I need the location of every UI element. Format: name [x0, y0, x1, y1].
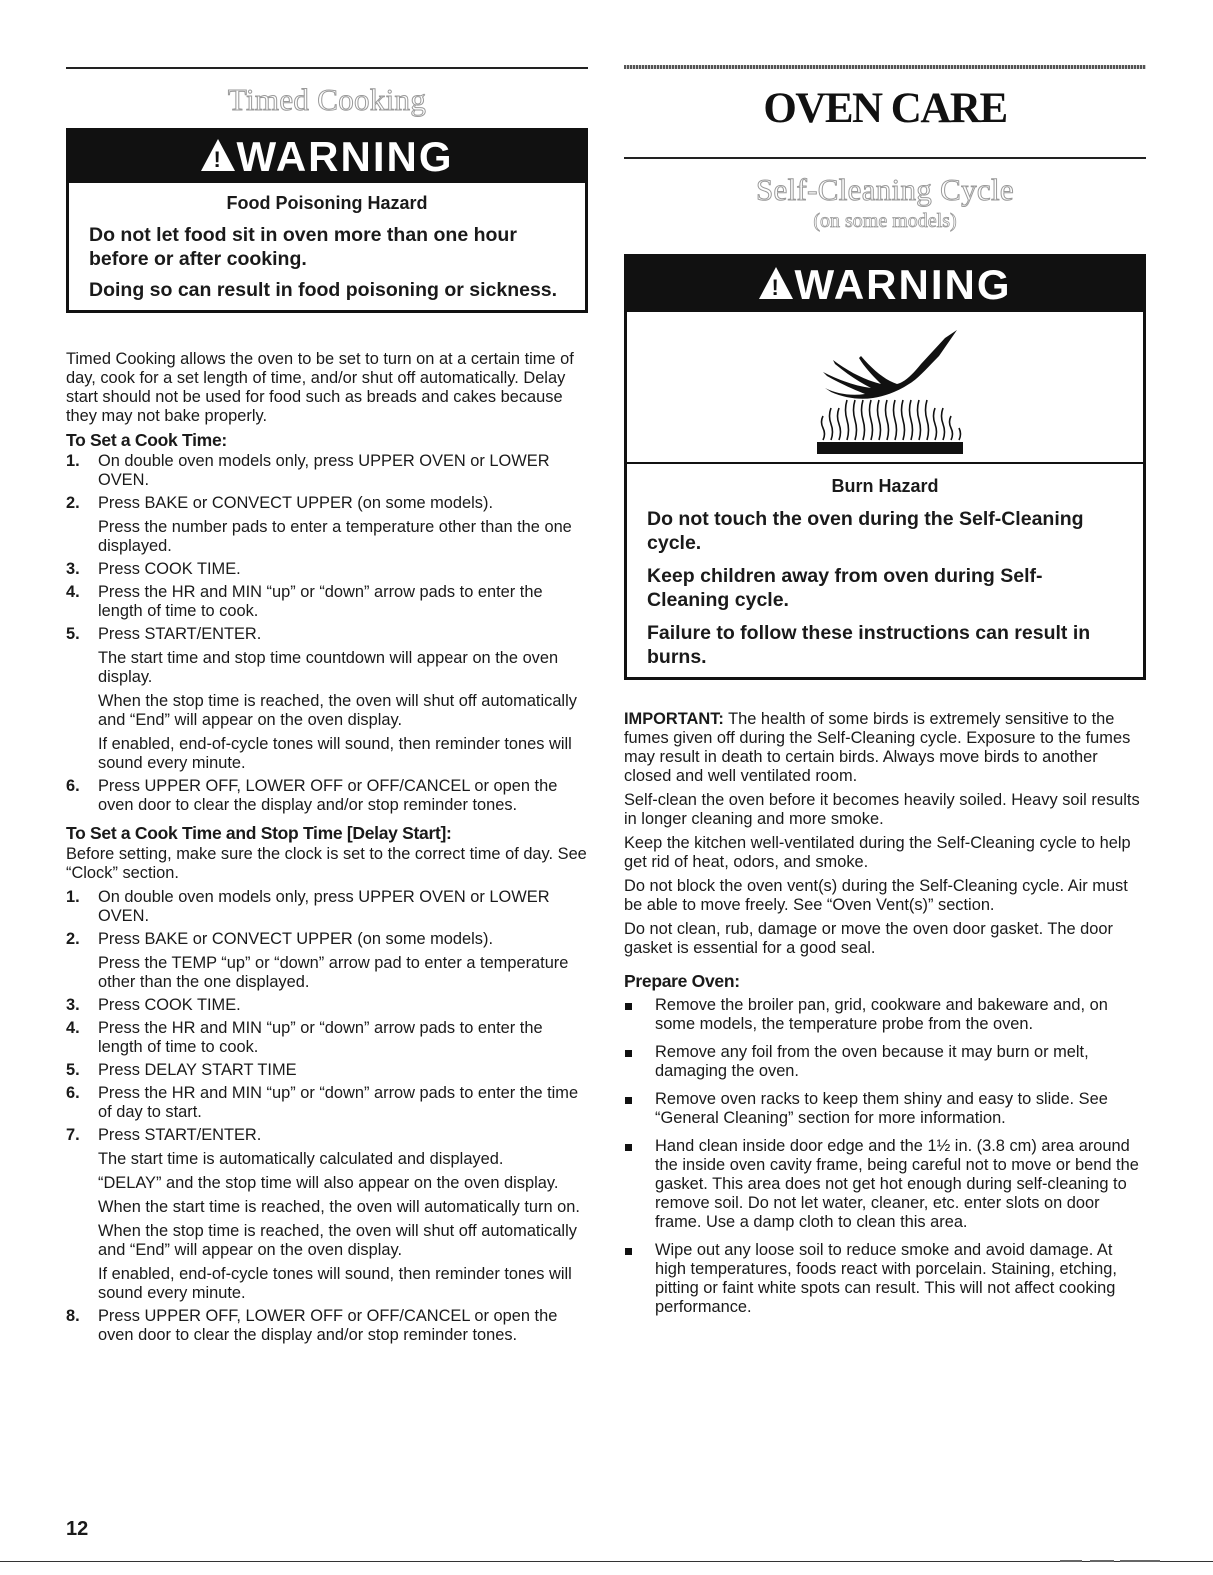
section-title-self-cleaning: Self-Cleaning Cycle: [756, 172, 1014, 207]
footer-mark: [1060, 1560, 1082, 1562]
heading-rule: [624, 157, 1146, 159]
burn-illustration: [627, 312, 1143, 464]
step-number: 2.: [66, 930, 80, 948]
intro-paragraph: Timed Cooking allows the oven to be set to turn on at a certain time of day, cook for a set length of time, and/or shut off automatically. Delay start should not be used for food such as breads and cakes because they may not bake properly.: [66, 350, 574, 425]
step-note: If enabled, end-of-cycle tones will sound, then reminder tones will sound every minute.: [98, 1265, 572, 1302]
warning-box-burn: [624, 254, 1146, 680]
warning-line: Do not let food sit in oven more than one hour before or after cooking.: [89, 224, 517, 270]
step-item: [66, 1307, 588, 1345]
step-text: Press COOK TIME.: [98, 996, 241, 1014]
step-item: [66, 560, 588, 579]
step-number: 4.: [66, 1019, 80, 1037]
step-text: Press START/ENTER.: [98, 625, 262, 643]
care-paragraph: [624, 791, 1146, 829]
prepare-bullet: Wipe out any loose soil to reduce smoke and avoid damage. At high temperatures, foods react with porcelain. Staining, etching, pitting or faint white spots can result. This will not affect cooking performance.: [624, 1241, 1146, 1317]
step-number: 8.: [66, 1307, 80, 1325]
warning-line: Doing so can result in food poisoning or sickness.: [89, 279, 558, 301]
step-note: When the start time is reached, the oven will automatically turn on.: [98, 1198, 580, 1216]
step-number: 1.: [66, 452, 80, 470]
prepare-oven-heading: Prepare Oven:: [624, 971, 740, 991]
step-item: [66, 583, 588, 621]
delay-start-steps: [66, 888, 588, 1345]
prepare-bullet: Remove oven racks to keep them shiny and easy to slide. See “General Cleaning” section for more information.: [624, 1090, 1146, 1128]
step-number: 6.: [66, 1084, 80, 1102]
page-number: 12: [66, 1518, 89, 1540]
step-number: 7.: [66, 1126, 80, 1144]
step-number: 2.: [66, 494, 80, 512]
footer-mark: [1090, 1560, 1114, 1562]
step-item: [66, 996, 588, 1015]
warning-label: WARNING: [236, 133, 454, 180]
step-note: Press the number pads to enter a temperature other than the one displayed.: [98, 518, 572, 555]
footer-mark: [1120, 1560, 1160, 1562]
paragraph-lead: IMPORTANT:: [624, 710, 724, 728]
step-note: The start time and stop time countdown will appear on the oven display.: [98, 649, 559, 686]
delay-intro: Before setting, make sure the clock is set to the correct time of day. See “Clock” section.: [66, 845, 587, 882]
step-item: [66, 625, 588, 773]
warning-label: WARNING: [794, 260, 1012, 308]
hazard-title: Food Poisoning Hazard: [226, 193, 428, 213]
step-number: 4.: [66, 583, 80, 601]
step-text: Press BAKE or CONVECT UPPER (on some models).: [98, 494, 494, 512]
self-cleaning-body: [624, 710, 1146, 1326]
step-note: Press the TEMP “up” or “down” arrow pad to enter a temperature other than the one displayed.: [98, 954, 569, 991]
step-text: Press the HR and MIN “up” or “down” arrow pads to enter the length of time to cook.: [98, 583, 543, 620]
step-note: “DELAY” and the stop time will also appear on the oven display.: [98, 1174, 559, 1192]
cook-time-heading: To Set a Cook Time:: [66, 430, 227, 450]
step-item: [66, 1084, 588, 1122]
paragraph-text: Do not block the oven vent(s) during the Self-Cleaning cycle. Air must be able to move freely. See “Oven Vent(s)” section.: [624, 877, 1128, 914]
step-item: [66, 930, 588, 992]
step-number: 1.: [66, 888, 80, 906]
step-text: Press UPPER OFF, LOWER OFF or OFF/CANCEL or open the oven door to clear the display and/or stop reminder tones.: [98, 777, 558, 814]
care-paragraph: [624, 710, 1146, 786]
footer-rule: [0, 1561, 1213, 1562]
step-text: Press DELAY START TIME: [98, 1061, 297, 1079]
warning-triangle-icon: [759, 267, 793, 299]
top-rule: [66, 67, 588, 69]
step-item: [66, 452, 588, 490]
warning-box-food: [66, 128, 588, 313]
warning-banner: [69, 131, 585, 183]
cook-time-steps: [66, 452, 588, 815]
step-item: [66, 1019, 588, 1057]
hand-burn-icon: [627, 312, 1143, 462]
delay-start-heading: To Set a Cook Time and Stop Time [Delay Start]:: [66, 823, 452, 843]
step-item: [66, 888, 588, 926]
page-heading: OVEN CARE: [763, 85, 1007, 132]
paragraph-text: Keep the kitchen well-ventilated during the Self-Cleaning cycle to help get rid of heat, odors, and smoke.: [624, 834, 1131, 871]
section-subtitle: (on some models): [813, 210, 957, 232]
step-number: 5.: [66, 625, 80, 643]
warning-line: Keep children away from oven during Self-Cleaning cycle.: [647, 565, 1043, 611]
care-paragraph: [624, 834, 1146, 872]
timed-cooking-body: [66, 350, 588, 1349]
step-item: [66, 494, 588, 556]
prepare-oven-list: [624, 996, 1146, 1317]
section-title-timed-cooking: Timed Cooking: [227, 82, 427, 117]
step-item: [66, 1061, 588, 1080]
hazard-title: Burn Hazard: [831, 476, 939, 496]
step-number: 3.: [66, 996, 80, 1014]
step-text: Press START/ENTER.: [98, 1126, 262, 1144]
step-note: The start time is automatically calculated and displayed.: [98, 1150, 504, 1168]
step-note: When the stop time is reached, the oven will shut off automatically and “End” will appear on the oven display.: [98, 1222, 577, 1259]
step-number: 3.: [66, 560, 80, 578]
step-text: Press the HR and MIN “up” or “down” arrow pads to enter the time of day to start.: [98, 1084, 579, 1121]
step-item: [66, 777, 588, 815]
step-number: 5.: [66, 1061, 80, 1079]
paragraph-group: [624, 710, 1146, 958]
prepare-bullet: Remove any foil from the oven because it may burn or melt, damaging the oven.: [624, 1043, 1146, 1081]
paragraph-text: Self-clean the oven before it becomes heavily soiled. Heavy soil results in longer cleaning and more smoke.: [624, 791, 1140, 828]
prepare-bullet: Hand clean inside door edge and the 1½ in. (3.8 cm) area around the inside oven cavity frame, being careful not to move or bend the gasket. This area does not get hot enough during self-cleaning to remove soil. Do not let water, cleaner, etc. enter slots on door frame. Use a damp cloth to clean this area.: [624, 1137, 1146, 1232]
step-note: When the stop time is reached, the oven will shut off automatically and “End” will appear on the oven display.: [98, 692, 577, 729]
step-number: 6.: [66, 777, 80, 795]
care-paragraph: [624, 877, 1146, 915]
step-text: Press UPPER OFF, LOWER OFF or OFF/CANCEL or open the oven door to clear the display and/or stop reminder tones.: [98, 1307, 558, 1344]
step-text: Press BAKE or CONVECT UPPER (on some models).: [98, 930, 494, 948]
dotted-rule: [624, 65, 1146, 69]
paragraph-text: Do not clean, rub, damage or move the oven door gasket. The door gasket is essential for a good seal.: [624, 920, 1113, 957]
warning-line: Failure to follow these instructions can result in burns.: [647, 622, 1091, 668]
step-item: [66, 1126, 588, 1303]
step-text: On double oven models only, press UPPER OVEN or LOWER OVEN.: [98, 452, 550, 489]
warning-banner: [627, 257, 1143, 312]
step-note: If enabled, end-of-cycle tones will sound, then reminder tones will sound every minute.: [98, 735, 572, 772]
warning-triangle-icon: [201, 139, 235, 171]
prepare-bullet: Remove the broiler pan, grid, cookware and bakeware and, on some models, the temperature probe from the oven.: [624, 996, 1146, 1034]
warning-line: Do not touch the oven during the Self-Cleaning cycle.: [647, 508, 1084, 554]
step-text: Press the HR and MIN “up” or “down” arrow pads to enter the length of time to cook.: [98, 1019, 543, 1056]
step-text: On double oven models only, press UPPER OVEN or LOWER OVEN.: [98, 888, 550, 925]
paragraph-text: The health of some birds is extremely sensitive to the fumes given off during the Self-Cleaning cycle. Exposure to the fumes may result in death to certain birds. Always move birds to another closed and well ventilated room.: [624, 710, 1131, 785]
step-text: Press COOK TIME.: [98, 560, 241, 578]
care-paragraph: [624, 920, 1146, 958]
